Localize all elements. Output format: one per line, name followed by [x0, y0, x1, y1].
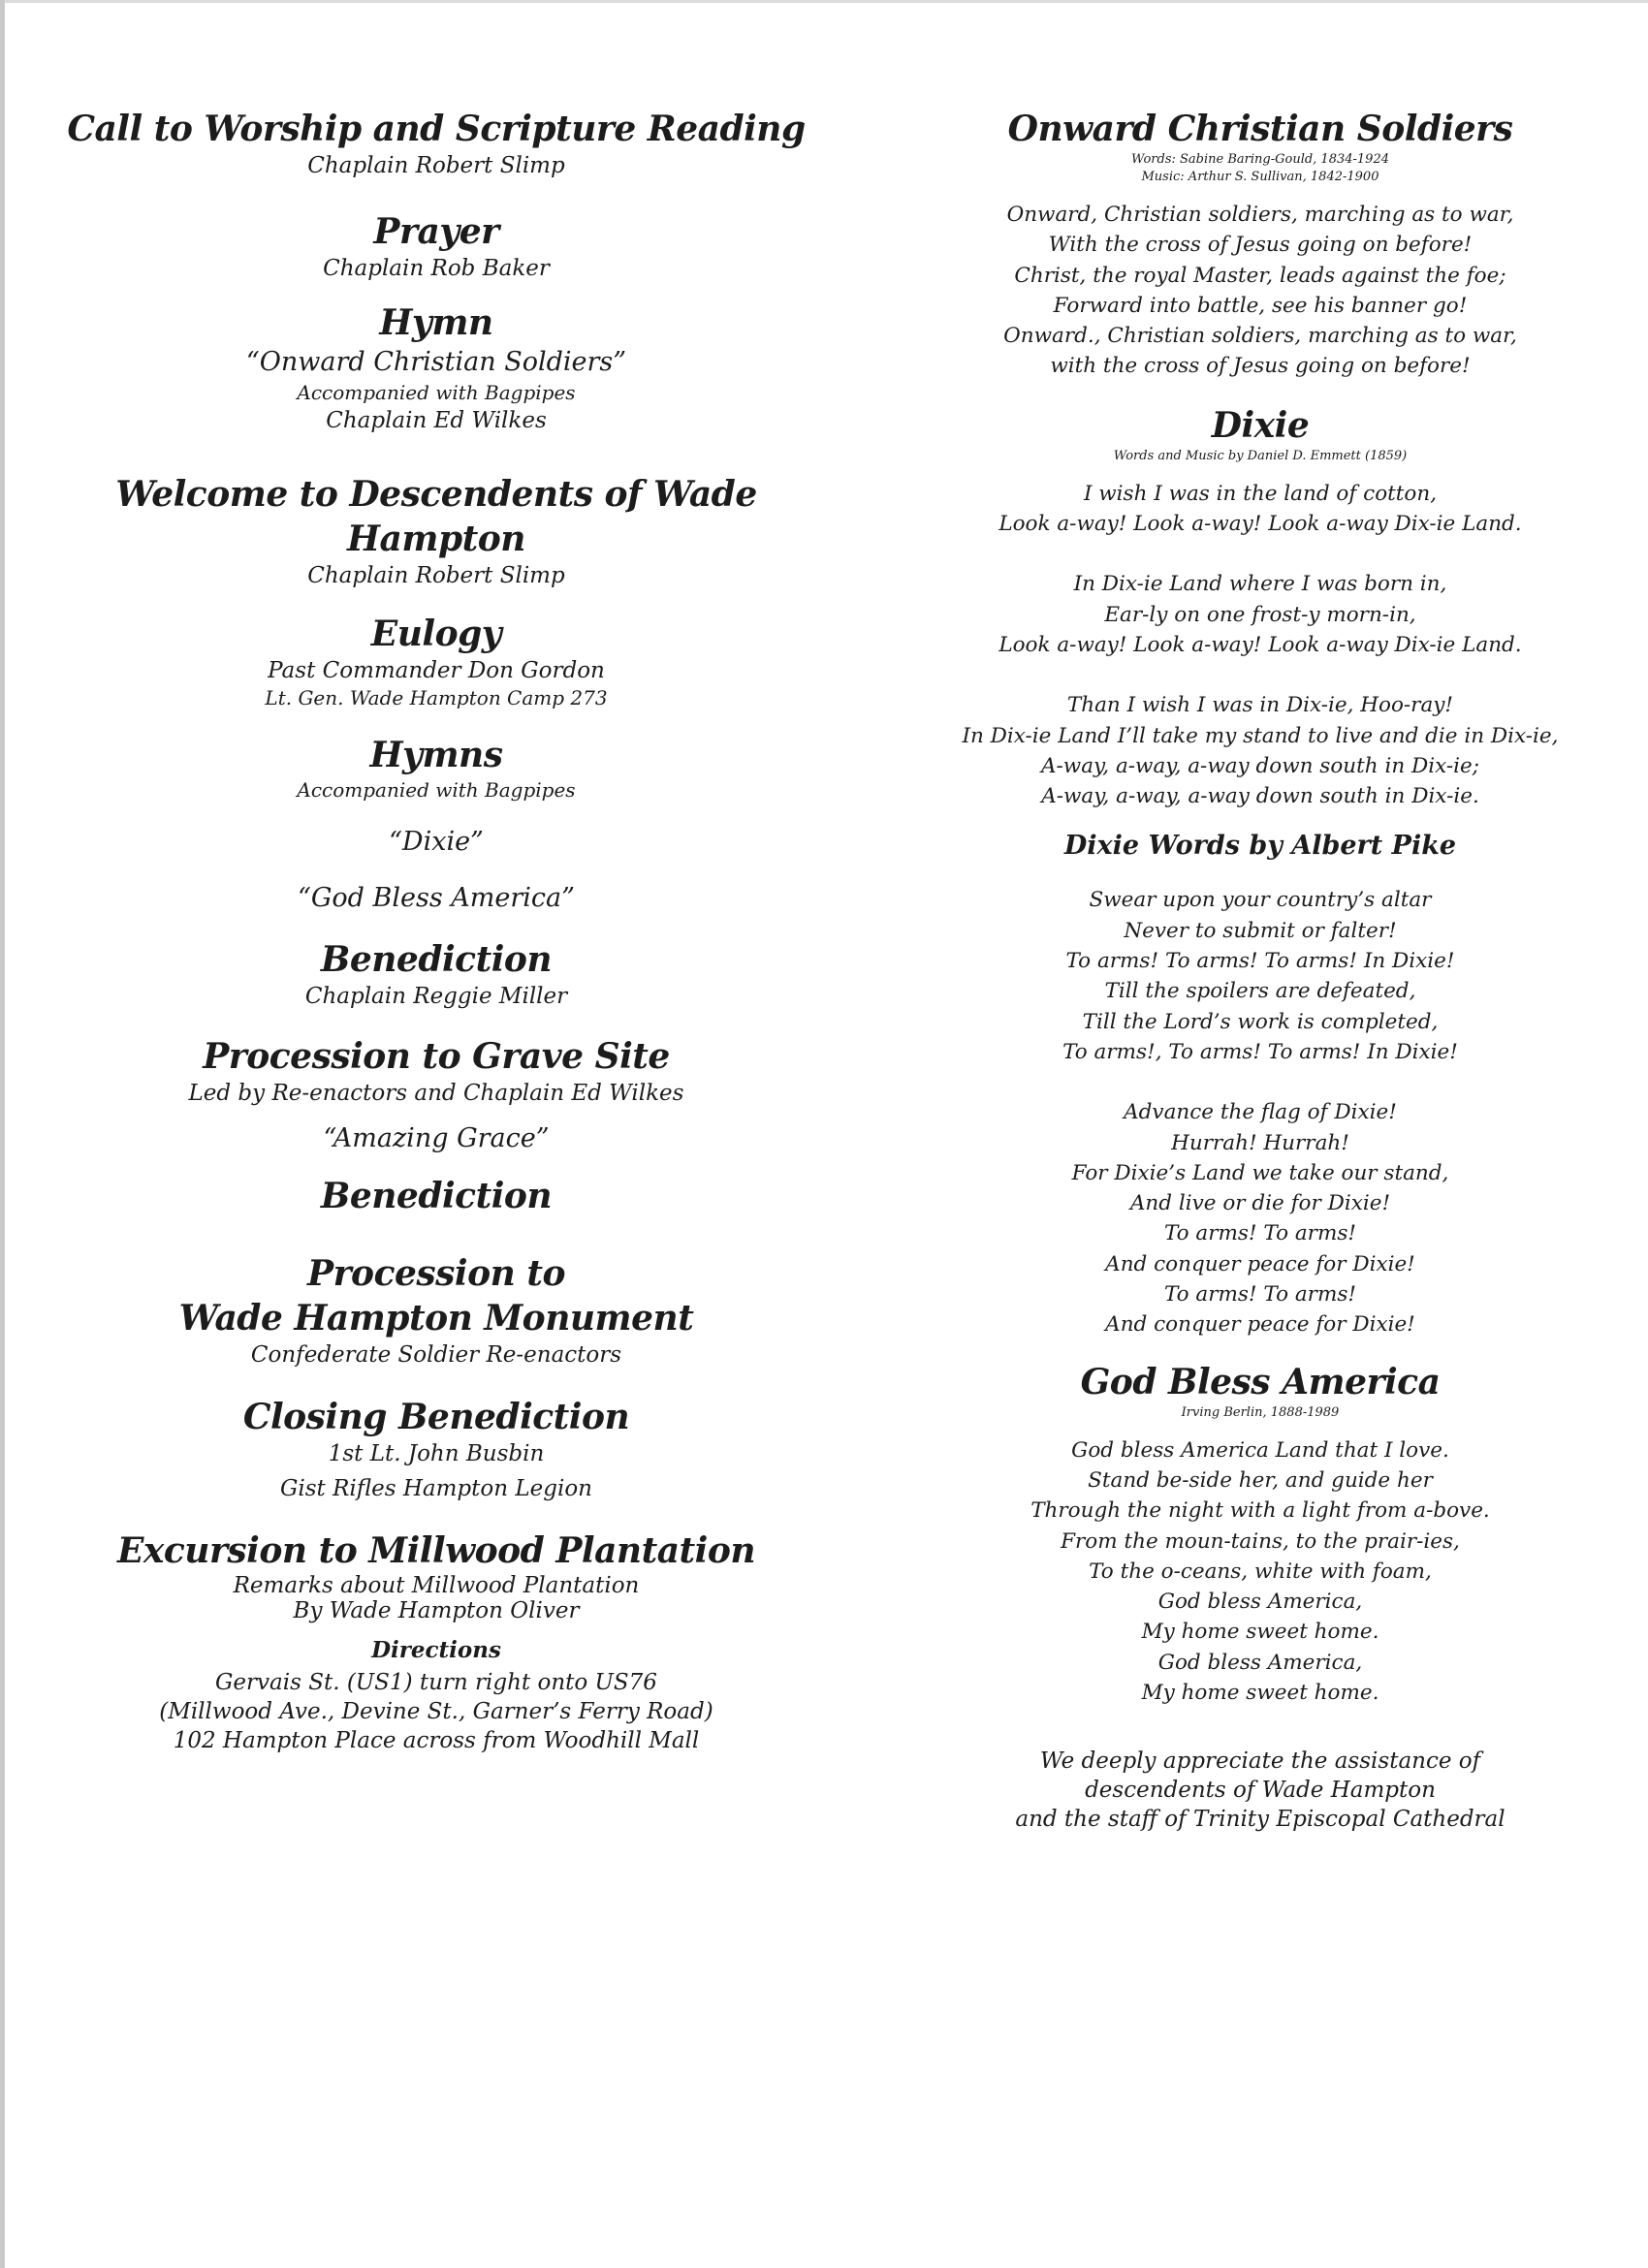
officiant-name: Chaplain Robert Slimp	[307, 153, 565, 178]
scan-edge-top	[0, 0, 1648, 3]
verse-line: Onward., Christian soldiers, marching as to war,	[1003, 324, 1517, 349]
officiant-name: Chaplain Ed Wilkes	[326, 408, 547, 433]
acknowledgment-line: We deeply appreciate the assistance of	[1039, 1748, 1481, 1775]
call-to-worship-section	[58, 107, 814, 180]
verse-line: To arms! To arms!	[1163, 1282, 1357, 1307]
prayer-section	[58, 209, 814, 283]
verse-line: In Dix-ie Land where I was born in,	[1073, 572, 1447, 597]
verse-line: God bless America,	[1157, 1590, 1363, 1615]
verse-line: Than I wish I was in Dix-ie, Hoo-ray!	[1066, 693, 1454, 718]
verse	[960, 885, 1561, 1067]
directions-title: Directions	[371, 1637, 501, 1663]
excursion-section	[58, 1528, 814, 1755]
unit-name: Gist Rifles Hampton Legion	[280, 1476, 592, 1501]
officiant-name: 1st Lt. John Busbin	[328, 1441, 545, 1466]
verse-line: Ear-ly on one frost-y morn-in,	[1104, 602, 1416, 627]
song-title: God Bless America	[1080, 1361, 1441, 1402]
verse-line: To arms! To arms!	[1163, 1221, 1357, 1246]
verse-line: To the o-ceans, white with foam,	[1089, 1559, 1432, 1584]
verse-line: My home sweet home.	[1141, 1620, 1379, 1645]
section-title: Procession to Grave Site	[203, 1036, 670, 1077]
verse-line: And conquer peace for Dixie!	[1105, 1251, 1415, 1276]
verse-line: Hurrah! Hurrah!	[1171, 1130, 1349, 1155]
eulogy-section	[58, 612, 814, 711]
verse-line: And live or die for Dixie!	[1129, 1191, 1391, 1216]
verse-line: God bless America Land that I love.	[1071, 1437, 1449, 1463]
speaker-name: Past Commander Don Gordon	[268, 658, 605, 683]
song-title: Onward Christian Soldiers	[1007, 109, 1513, 149]
speaker-name: By Wade Hampton Oliver	[293, 1598, 580, 1623]
verse-line: Never to submit or falter!	[1124, 918, 1397, 943]
acknowledgment	[960, 1747, 1561, 1834]
verse	[960, 1435, 1561, 1709]
verse-line: with the cross of Jesus going on before!	[1050, 354, 1471, 379]
hymn-song-title: “Onward Christian Soldiers”	[245, 347, 627, 377]
hymn-section	[58, 300, 814, 435]
section-title: Excursion to Millwood Plantation	[116, 1530, 756, 1571]
verse	[960, 690, 1561, 811]
section-title-line1: Procession to	[307, 1253, 565, 1294]
god-bless-america-song	[960, 1360, 1561, 1709]
section-title: Closing Benediction	[242, 1397, 630, 1437]
led-by-text: Led by Re-enactors and Chaplain Ed Wilkes	[188, 1081, 684, 1106]
song-title: Dixie	[1211, 404, 1310, 446]
verse-line: Swear upon your country’s altar	[1089, 888, 1432, 913]
verse-line: A-way, a-way, a-way down south in Dix-ie;	[1041, 753, 1479, 778]
welcome-section	[58, 472, 814, 590]
verse	[960, 479, 1561, 540]
music-credit: Music: Arthur S. Sullivan, 1842-1900	[1141, 170, 1379, 184]
song-credit: Words and Music by Daniel D. Emmett (1859)	[1113, 448, 1408, 463]
song-credit: Irving Berlin, 1888-1989	[1181, 1404, 1340, 1420]
scan-edge-left	[0, 0, 5, 2268]
verse-line: Onward, Christian soldiers, marching as to war,	[1006, 203, 1514, 227]
verse-line: For Dixie’s Land we take our stand,	[1071, 1160, 1449, 1185]
section-title: Call to Worship and Scripture Reading	[67, 109, 806, 149]
hymns-section	[58, 733, 814, 916]
verse-line: And conquer peace for Dixie!	[1105, 1312, 1415, 1338]
participants-name: Confederate Soldier Re-enactors	[250, 1342, 622, 1368]
verse-line: My home sweet home.	[1141, 1680, 1379, 1705]
verse-line: To arms!, To arms! To arms! In Dixie!	[1062, 1039, 1458, 1064]
verse-line: Look a-way! Look a-way! Look a-way Dix-ie Land.	[998, 632, 1522, 657]
acknowledgment-line: and the staff of Trinity Episcopal Cathedral	[1015, 1807, 1505, 1833]
verse	[960, 200, 1561, 382]
directions-line: 102 Hampton Place across from Woodhill Mall	[173, 1728, 700, 1753]
section-title: Benediction	[320, 939, 553, 980]
song-title: Dixie Words by Albert Pike	[1063, 831, 1457, 862]
verse-line: Look a-way! Look a-way! Look a-way Dix-ie Land.	[998, 512, 1522, 537]
verse-line: I wish I was in the land of cotton,	[1083, 481, 1438, 506]
onward-song	[960, 107, 1561, 382]
officiant-name: Chaplain Robert Slimp	[307, 563, 565, 588]
camp-name: Lt. Gen. Wade Hampton Camp 273	[265, 686, 608, 709]
verse-line: With the cross of Jesus going on before!	[1048, 233, 1473, 258]
verse-line: From the moun-tains, to the prair-ies,	[1061, 1528, 1460, 1554]
verse	[960, 569, 1561, 660]
verse-line: Advance the flag of Dixie!	[1124, 1100, 1397, 1125]
section-title: Hymns	[369, 735, 503, 775]
words-credit: Words: Sabine Baring-Gould, 1834-1924	[1130, 152, 1389, 167]
dixie-song	[960, 403, 1561, 812]
procession-monument-section	[58, 1251, 814, 1370]
hymn-song-title: “God Bless America”	[298, 883, 575, 913]
directions-line: (Millwood Ave., Devine St., Garner’s Ferry Road)	[159, 1699, 713, 1724]
section-title: Welcome to Descendents of Wade Hampton	[115, 474, 757, 559]
closing-benediction-section	[58, 1395, 814, 1503]
officiant-name: Chaplain Reggie Miller	[304, 984, 568, 1009]
verse-line: Till the Lord’s work is completed,	[1082, 1009, 1439, 1034]
benediction-section	[58, 937, 814, 1011]
hymn-song-title: “Amazing Grace”	[323, 1123, 550, 1153]
verse-line: Stand be-side her, and guide her	[1088, 1467, 1433, 1493]
pike-song	[960, 829, 1561, 1339]
verse-line: Forward into battle, see his banner go!	[1053, 293, 1468, 318]
hymn-texts	[960, 107, 1561, 1834]
section-title: Prayer	[373, 211, 499, 252]
procession-grave-section	[58, 1034, 814, 1156]
hymn-note: Accompanied with Bagpipes	[297, 381, 576, 404]
section-title: Eulogy	[370, 614, 502, 654]
section-title: Benediction	[320, 1176, 553, 1216]
remarks-text: Remarks about Millwood Plantation	[233, 1573, 640, 1598]
section-title-line2: Wade Hampton Monument	[178, 1298, 694, 1339]
verse	[960, 1097, 1561, 1339]
verse-line: A-way, a-way, a-way down south in Dix-ie.	[1041, 784, 1479, 809]
order-of-service	[58, 107, 814, 1755]
verse-line: God bless America,	[1157, 1650, 1363, 1675]
verse-line: Through the night with a light from a-bove.	[1030, 1498, 1490, 1524]
verse-line: In Dix-ie Land I’ll take my stand to live and die in Dix-ie,	[962, 723, 1559, 748]
acknowledgment-line: descendents of Wade Hampton	[1085, 1778, 1436, 1804]
hymn-song-title: “Dixie”	[389, 827, 484, 857]
officiant-name: Chaplain Rob Baker	[323, 256, 550, 281]
directions-list	[58, 1668, 814, 1755]
directions-line: Gervais St. (US1) turn right onto US76	[215, 1670, 657, 1695]
hymns-note: Accompanied with Bagpipes	[297, 778, 576, 802]
section-title: Hymn	[379, 302, 493, 343]
verse-line: Christ, the royal Master, leads against the foe;	[1014, 263, 1506, 288]
verse-line: Till the spoilers are defeated,	[1104, 979, 1416, 1004]
verse-line: To arms! To arms! To arms! In Dixie!	[1065, 949, 1455, 974]
benediction-section-2	[58, 1174, 814, 1218]
